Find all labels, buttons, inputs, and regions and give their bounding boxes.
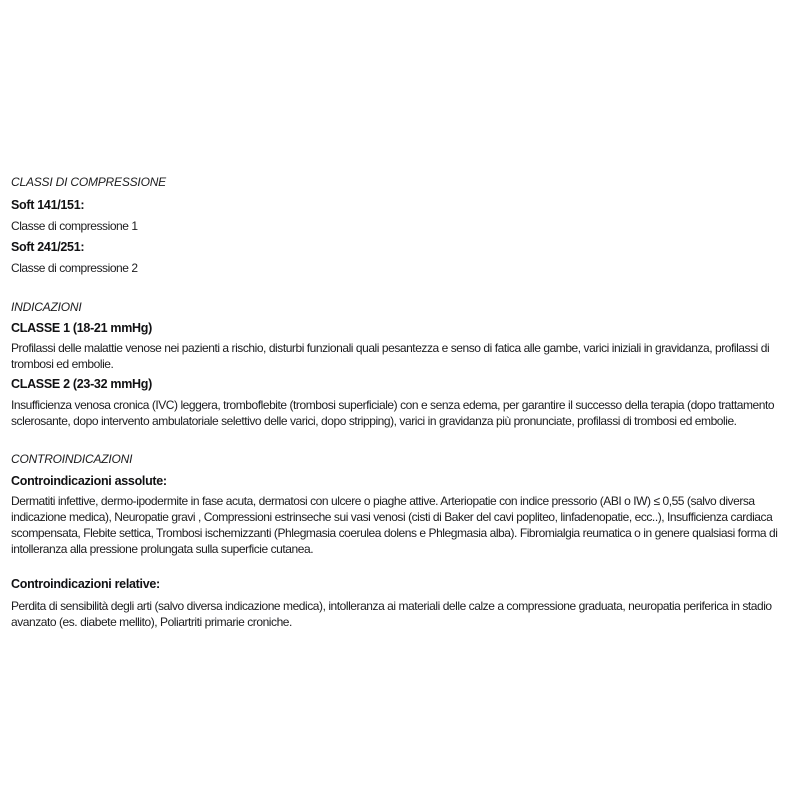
- label-controindicazioni-relative: Controindicazioni relative:: [11, 577, 160, 591]
- label-classe-1-mmhg: CLASSE 1 (18-21 mmHg): [11, 321, 152, 335]
- paragraph-indicazioni-classe-2: Insufficienza venosa cronica (IVC) leggera, tromboflebite (trombosi superficiale) con e senza edema, per garantire il successo della terapia (dopo trattamento sclerosante, dopo intervento ambulatoriale selettivo delle varici, dopo stripping), varici in gravidanza più pronunciate, profilassi di trombosi ed embolie.: [11, 398, 775, 428]
- section-heading-classi-di-compressione: CLASSI DI COMPRESSIONE: [11, 175, 166, 189]
- section-heading-indicazioni: INDICAZIONI: [11, 300, 82, 314]
- paragraph-classe-di-compressione-1: Classe di compressione 1: [11, 219, 138, 233]
- section-heading-controindicazioni: CONTROINDICAZIONI: [11, 452, 133, 466]
- label-soft-141-151: Soft 141/151:: [11, 198, 85, 212]
- label-soft-241-251: Soft 241/251:: [11, 240, 85, 254]
- label-controindicazioni-assolute: Controindicazioni assolute:: [11, 474, 167, 488]
- paragraph-classe-di-compressione-2: Classe di compressione 2: [11, 261, 138, 275]
- label-classe-2-mmhg: CLASSE 2 (23-32 mmHg): [11, 377, 152, 391]
- paragraph-controindicazioni-assolute: Dermatiti infettive, dermo-ipodermite in fase acuta, dermatosi con ulcere o piaghe attive. Arteriopatie con indice pressorio (ABI o IW) ≤ 0,55 (salvo diversa indicazione medica), Neuropatie gravi , Compressioni estrinseche sui vasi venosi (cisti di Baker del cavi popliteo, linfadenopatie, ecc..), Insufficienza cardiaca scompensata, Flebite settica, Trombosi ischemizzanti (Phlegmasia coerulea dolens e Phlegmasia alba). Fibromialgia reumatica o in genere qualsiasi forma di intolleranza alla pressione prolungata sulla superficie cutanea.: [11, 494, 778, 556]
- paragraph-indicazioni-classe-1: Profilassi delle malattie venose nei pazienti a rischio, disturbi funzionali quali pesantezza e senso di fatica alle gambe, varici iniziali in gravidanza, profilassi di trombosi ed embolie.: [11, 341, 770, 371]
- paragraph-controindicazioni-relative: Perdita di sensibilità degli arti (salvo diversa indicazione medica), intolleranza ai materiali delle calze a compressione graduata, neuropatia periferica in stadio avanzato (es. diabete mellito), Poliartriti primarie croniche.: [11, 599, 772, 629]
